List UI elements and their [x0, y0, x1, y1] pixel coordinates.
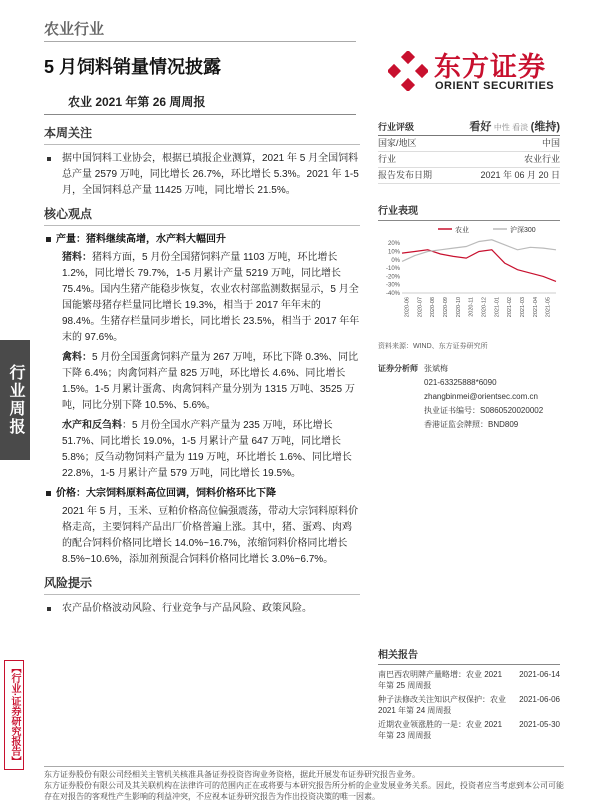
- legend-label: 农业: [455, 227, 469, 234]
- report-title: 5 月饲料销量情况披露: [44, 57, 222, 77]
- info-row: [378, 168, 560, 184]
- main-content: [44, 124, 360, 617]
- report-subtitle: 农业 2021 年第 26 周周报: [68, 95, 206, 109]
- analyst-phone: 021-63325888*6090: [424, 378, 497, 387]
- related-report-item[interactable]: [378, 719, 560, 741]
- logo-text: 东方证券: [434, 52, 546, 82]
- legend-label: 沪深300: [510, 227, 536, 234]
- x-tick-label: 2021-02: [507, 297, 514, 318]
- pig-feed-text-b: 国内生猪产能稳步恢复，农业农村部监测数据显示，5 月全国能繁母猪存栏量同比增长 19.3%，相当于 2017 年年末的 98.4%。生猪存栏量同步增长，同比增长 23.5%，相当于 2017 年年末的 97.6%。: [62, 284, 360, 343]
- aqua-feed-text-a: ：5 月份全国水产料产量为 235 万吨，环比增长 51.7%、同比增长 19.0%，1-5 月累计产量 647 万吨，同比增长 5.8%；: [62, 420, 341, 463]
- aqua-feed-paragraph: [44, 418, 360, 482]
- related-report-date: 2021-06-06: [519, 695, 560, 704]
- analyst-hk-license: 香港证监会牌照：BND809: [424, 420, 519, 429]
- y-tick-label: 0%: [391, 257, 400, 264]
- related-report-item[interactable]: [378, 694, 560, 716]
- rating-value: 看好: [469, 121, 492, 133]
- analyst-email[interactable]: zhangbinmei@orientsec.com.cn: [424, 392, 538, 401]
- performance-chart-block: [378, 202, 560, 351]
- analyst-license: 执业证书编号：S0860520020002: [424, 406, 544, 415]
- orient-logo: [388, 45, 568, 105]
- x-tick-label: 2020-12: [481, 297, 488, 318]
- analyst-name: 张斌梅: [424, 364, 448, 373]
- rating-table: [378, 120, 560, 184]
- related-reports: [378, 646, 560, 741]
- disclaimer-line: 东方证券股份有限公司及其关联机构在法律许可的范围内正在或将要与本研究报告所分析的企业发展业务关系。因此，投资者应当考虑到本公司可能存在对报告的客观性产生影响的利益冲突，不应视本证券研究报告为作出投资决策的唯一因素。: [44, 781, 564, 801]
- divider: [44, 114, 356, 115]
- x-tick-label: 2021-03: [519, 297, 526, 318]
- info-value: 2021 年 06 月 20 日: [480, 170, 560, 180]
- poultry-feed-label: 禽料：: [62, 352, 92, 363]
- x-tick-label: 2020-10: [455, 297, 462, 318]
- pig-feed-label: 猪料：: [62, 252, 92, 263]
- series-line: [402, 250, 556, 282]
- x-tick-label: 2020-07: [417, 297, 424, 318]
- y-tick-label: 10%: [387, 249, 400, 256]
- poultry-feed-text-a: 5 月份全国蛋禽饲料产量为 267 万吨，环比下降 0.3%、同比下降 6.4%；肉禽饲料产量 825 万吨，环比增长 4.6%、同比增长 1.5%。: [62, 352, 359, 395]
- disclaimer-footer: [44, 766, 564, 802]
- x-tick-label: 2021-04: [532, 297, 539, 318]
- logo-subtext: ORIENT SECURITIES: [435, 80, 555, 92]
- risk-text: 农产品价格波动风险、行业竞争与产品风险、政策风险。: [44, 601, 360, 617]
- info-key: 报告发布日期: [378, 170, 433, 180]
- rating-label: 行业评级: [378, 122, 415, 132]
- chart-header: 行业表现: [378, 202, 560, 221]
- x-tick-label: 2020-08: [430, 297, 437, 318]
- rating-scale: 中性 看淡: [493, 123, 529, 132]
- analyst-block: [378, 362, 560, 432]
- section-weekly-focus-title: 本周关注: [44, 124, 360, 145]
- section-risk-title: 风险提示: [44, 574, 360, 595]
- info-row: [378, 152, 560, 168]
- x-tick-label: 2020-06: [404, 297, 411, 318]
- related-report-date: 2021-06-14: [519, 670, 560, 679]
- chart-source: 资料来源：WIND、东方证券研究所: [378, 343, 488, 350]
- orient-logo-icon: [388, 51, 428, 91]
- info-value: 农业行业: [523, 154, 560, 164]
- aqua-feed-text-c: 1-5 月累计产量 579 万吨，同比增长 19.5%。: [100, 468, 301, 479]
- related-report-title[interactable]: 近期农业领涨胜的一是：农业 2021 年第 23 周周报: [378, 720, 503, 740]
- weekly-focus-text: 据中国饲料工业协会，根据已填报企业测算，2021 年 5 月全国饲料总产量 2579 万吨，同比增长 26.7%，环比增长 5.3%。2021 年 1-5 月，全国饲料总产量 11425 万吨，同比增长 21.5%。: [44, 151, 360, 199]
- related-report-date: 2021-05-30: [519, 720, 560, 729]
- x-tick-label: 2021-01: [494, 297, 501, 318]
- aqua-feed-label: 水产和反刍料: [62, 420, 122, 431]
- y-tick-label: -20%: [385, 274, 400, 281]
- info-key: 行业: [378, 154, 397, 164]
- related-report-title[interactable]: 南巴西农明牌产量略增：农业 2021 年第 25 周周报: [378, 670, 503, 690]
- pig-feed-text-a: 猪料方面，5 月份全国猪饲料产量 1103 万吨，环比增长 1.2%，同比增长 79.7%，1-5 月累计产量 5219 万吨，同比增长 75.4%。: [62, 252, 341, 295]
- x-tick-label: 2020-11: [468, 297, 475, 317]
- related-report-title[interactable]: 种子法修改关注知识产权保护：农业 2021 年第 24 周周报: [378, 695, 506, 715]
- poultry-feed-text-b: 1-5 月累计蛋禽、肉禽饲料产量分别为 1315 万吨、3525 万吨，同比分别下降 10.5%、5.6%。: [62, 384, 355, 411]
- rating-status: (维持): [530, 121, 560, 133]
- section-core-views-title: 核心观点: [44, 205, 360, 226]
- divider: [44, 41, 356, 42]
- info-value: 中国: [541, 138, 560, 148]
- info-row: [378, 136, 560, 152]
- price-text: 2021 年 5 月，玉米、豆粕价格高位偏强震荡，带动大宗饲料原料价格走高，主要饲料产品出厂价格普遍上涨。其中，猪、蛋鸡、肉鸡的配合饲料价格同比增长 14.0%~16.7%，浓缩饲料价格同比增长 8.5%~10.6%，添加剂预混合饲料价格同比增长 3.0%~6.7%。: [62, 506, 359, 565]
- report-category-tag: 【行业·证券研究报告】: [4, 660, 24, 770]
- price-heading: 价格：大宗饲料原料高位回调，饲料价格环比下降: [44, 486, 360, 502]
- production-heading: 产量：猪料继续高增，水产料大幅回升: [44, 232, 360, 248]
- aqua-feed-text-b: 反刍动物饲料产量为 119 万吨，环比增长 1.6%、同比增长 22.8%，: [62, 452, 352, 479]
- y-tick-label: 20%: [387, 241, 400, 248]
- disclaimer-line: 东方证券股份有限公司经相关主管机关核准具备证券投资咨询业务资格，据此开展发布证券研究报告业务。: [44, 770, 420, 779]
- y-tick-label: -40%: [385, 291, 400, 297]
- related-report-item[interactable]: [378, 669, 560, 691]
- rating-row: [378, 120, 560, 136]
- pig-feed-paragraph: [44, 250, 360, 346]
- poultry-feed-paragraph: [44, 350, 360, 414]
- info-key: 国家/地区: [378, 138, 417, 148]
- x-tick-label: 2020-09: [442, 297, 449, 318]
- report-type-sidebar: 行业周报: [0, 340, 30, 460]
- y-tick-label: -30%: [385, 282, 400, 289]
- sector-label: 农业行业: [44, 21, 105, 38]
- rating-value-group: [469, 122, 560, 133]
- related-title: 相关报告: [378, 646, 560, 665]
- x-tick-label: 2021-05: [545, 297, 552, 318]
- performance-chart: [378, 223, 560, 333]
- analyst-label: 证券分析师: [378, 364, 418, 373]
- y-tick-label: -10%: [385, 266, 400, 273]
